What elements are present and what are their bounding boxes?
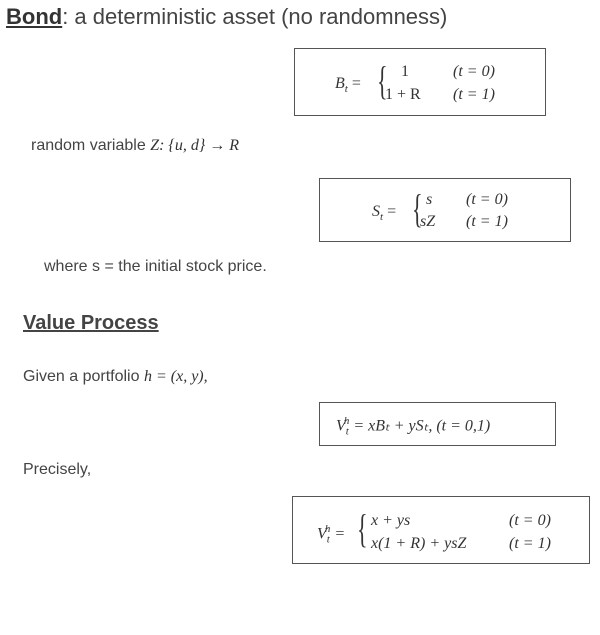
value-detail-case2-condition: (t = 1) [509, 535, 551, 552]
bond-formula-box [294, 48, 546, 116]
stock-case1-condition: (t = 0) [466, 191, 508, 208]
random-variable-line [31, 137, 239, 155]
stock-brace: { [412, 186, 423, 231]
stock-case1-value: s [426, 191, 433, 208]
bond-brace: { [377, 58, 388, 103]
value-detail-case1-value: x + ys [371, 512, 411, 529]
random-variable-label: random variable [31, 137, 146, 154]
portfolio-expr: h = (x, y), [143, 368, 208, 385]
stock-price-note: where s = the initial stock price. [44, 258, 267, 275]
value-detail-case1-condition: (t = 0) [509, 512, 551, 529]
bond-case2-value: 1 + R [385, 86, 421, 103]
stock-case2-value: sZ [420, 213, 436, 230]
value-detail-case2-value: x(1 + R) + ysZ [371, 535, 467, 552]
bond-title [6, 4, 447, 30]
bond-lhs: $B_t$ = [335, 75, 361, 96]
given-portfolio-line [23, 368, 208, 386]
precisely-label: Precisely, [23, 461, 92, 478]
given-portfolio-label: Given a portfolio [23, 368, 140, 385]
bond-case1-condition: (t = 0) [453, 63, 495, 80]
stock-formula-box [319, 178, 571, 242]
stock-lhs: $S_t$ = [372, 203, 397, 224]
value-detail-box [292, 496, 590, 564]
value-process-heading: Value Process [23, 312, 159, 334]
bond-case1-value: 1 [401, 63, 409, 80]
value-detail-lhs: $V_t^h$ = [317, 523, 346, 546]
value-formula-rhs: = xBₜ + ySₜ, (t = 0,1) [353, 417, 491, 435]
random-variable-expr: Z: {u, d} → R [150, 137, 239, 154]
value-formula-box [319, 402, 556, 446]
value-formula: $V_t^h = xB_t + yS_t$, (t = 0,1) [336, 415, 491, 438]
bond-title-rest: : a deterministic asset (no randomness) [62, 4, 448, 29]
value-detail-brace: { [357, 506, 368, 551]
bond-word: Bond [6, 4, 63, 29]
bond-case2-condition: (t = 1) [453, 86, 495, 103]
stock-case2-condition: (t = 1) [466, 213, 508, 230]
